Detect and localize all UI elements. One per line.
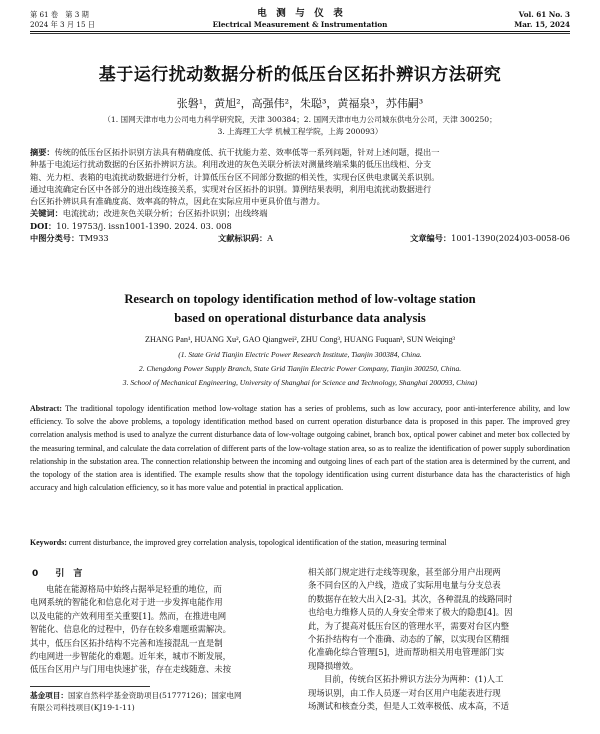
keywords-en-label: Keywords:	[30, 538, 67, 547]
body-line: 化准确化综合管理[5]，进而帮助相关用电管理部门实	[308, 647, 505, 658]
doc-code-label: 文献标识码：	[218, 233, 268, 243]
body-line: 低压台区用户与门用电快速扩张，存在走线随意、未按	[30, 664, 231, 675]
body-line: 现降损增效。	[308, 660, 359, 671]
body-line: 电能在能源格局中始终占据举足轻重的地位，而	[46, 584, 222, 594]
footnote-rule	[30, 686, 150, 687]
keywords-en	[30, 536, 570, 549]
body-line: 相关部门规定进行走线等现象，甚至部分用户出现两	[308, 567, 501, 577]
section-heading-intro	[32, 566, 82, 579]
body-line: 此，为了提高对低压台区的管理水平，需要对台区内整	[308, 620, 509, 631]
affiliation-cn-2: 3. 上海理工大学 机械工程学院，上海 200093）	[217, 127, 383, 136]
doc-code-value: A	[267, 233, 274, 243]
abstract-cn-label: 摘要：	[30, 147, 55, 157]
abstract-en-text: The traditional topology identification method low-voltage station has a series of problems, such as low accuracy, poor anti-interference ability, and low efficiency. To solve the above problems, a topology identification method based on current operation disturbance data is proposed in this paper. The improved grey correlation analysis method is used to analyze the current disturbance data of low-voltage outgoing cabinet, branch box, optical power cabinet and meter box collected by the measuring terminal, and calculate the data correlation of different parts of the low-voltage station area, so as to realize the identification of power supply subordination relationship in the substation area. The connection relationship between the incoming and outgoing lines of each part of the station area is determined by the current, and the topology of the station area is identified. The example results show that the topology identification using current disturbance data has the characteristics of high accuracy and high calculation efficiency, so it has more value and potential in practical application.	[30, 404, 570, 493]
paper-title-en-line-2: based on operational disturbance data analysis	[174, 311, 426, 325]
keywords-cn-label: 关键词：	[30, 208, 63, 219]
body-line: 目前，传统台区拓扑辨识方法分为两种：(1)人工	[324, 674, 504, 685]
header-date-cn: 2024 年 3 月 15 日	[30, 20, 95, 29]
doi	[30, 220, 570, 232]
body-line: 也给电力维修人员的人身安全带来了极大的隐患[4]。因	[308, 607, 513, 618]
body-line: 个拓扑结构有一个准确、动态的了解，以实现台区精细	[308, 634, 509, 645]
abstract-cn-line: 箱、光力柜、表箱的电流扰动数据进行分析，计算低压台区不同部分数据的相关性，实现台区供电隶属关系识别。	[30, 171, 440, 182]
doi-label: DOI：	[30, 220, 57, 231]
body-line: 场测试和核查分类，但是人工效率极低、成本高，不适	[308, 701, 509, 712]
body-line: 智能化、信息化的过程中，仍存在较多难题亟需解决。	[30, 624, 231, 635]
header-journal-en: Electrical Measurement & Instrumentation	[212, 20, 388, 29]
header-volume-en: Vol. 61 No. 3	[518, 10, 570, 19]
abstract-cn-line: 传统的低压台区拓扑识别方法具有精确度低、抗干扰能力差、效率低等一系列问题，针对上述问题，提出一	[54, 147, 440, 157]
body-line: 以及电能的产效利用至关重要[1]。然而，在推进电网	[30, 610, 227, 621]
body-line: 条不同台区的入户线，造成了实际用电量与分支总表	[308, 580, 501, 591]
abstract-cn	[30, 146, 570, 232]
authors-en: ZHANG Pan¹, HUANG Xu², GAO Qiangwei², ZHU Cong³, HUANG Fuquan³, SUN Weiqing³	[144, 335, 455, 344]
affiliation-en-1: (1. State Grid Tianjin Electric Power Research Institute, Tianjin 300384, China.	[178, 350, 422, 359]
header-volume-cn: 第 61 卷 第 3 期	[30, 10, 89, 19]
footnote-line: 有限公司科技项目(KJ19-1-11)	[30, 702, 135, 712]
affiliation-en-2: 2. Chengdong Power Supply Branch, State Grid Tianjin Electric Power Company, Tianjin 300250, China.	[138, 364, 462, 373]
footnote-label: 基金项目：	[30, 691, 68, 700]
paper-title-en	[30, 290, 570, 328]
body-line: 的数据存在较大出入[2-3]。其次，各种混乱的线路同时	[308, 593, 513, 604]
header-rule-bottom	[30, 33, 570, 34]
article-number-value: 1001-1390(2024)03-0058-06	[451, 233, 570, 243]
header-rule-top	[30, 31, 570, 32]
right-column-body	[308, 566, 570, 713]
body-line: 约电网进一步智能化的难题。近年来，城市不断发展，	[30, 651, 231, 662]
paper-title-cn: 基于运行扰动数据分析的低压台区拓扑辨识方法研究	[98, 65, 502, 85]
clc-value: TM933	[79, 233, 109, 243]
abstract-cn-line: 台区拓扑辨识具有准确度高、效率高的特点，因此在实际应用中更具价值与潜力。	[30, 196, 325, 207]
clc-label: 中图分类号：	[30, 233, 80, 243]
header-date-en: Mar. 15, 2024	[514, 20, 570, 29]
keywords-cn-text: 电流扰动；改进灰色关联分析；台区拓扑识别；出线终端	[62, 208, 268, 219]
footnote-line: 国家自然科学基金资助项目(51777126)；国家电网	[67, 691, 242, 700]
body-line: 电网系统的智能化和信息化对于进一步发挥电能作用	[30, 597, 223, 608]
affiliation-en-3: 3. School of Mechanical Engineering, University of Shanghai for Science and Technology, Shanghai 200093, China)	[122, 378, 478, 387]
section-title: 引 言	[55, 569, 83, 579]
doi-value: 10. 19753/j. issn1001-1390. 2024. 03. 008	[56, 220, 232, 231]
abstract-cn-line: 通过电流确定台区中各部分的进出线连接关系，实现对台区拓扑的识别。算例结果表明，利用电流扰动数据进行	[30, 183, 432, 194]
paper-title-en-line-1: Research on topology identification method of low-voltage station	[124, 292, 476, 306]
abstract-en-label: Abstract:	[30, 404, 62, 413]
authors-cn: 张磐¹，黄旭²，高强伟²，朱聪³，黄福泉³，苏伟嗣³	[176, 97, 424, 110]
affiliation-cn-1: （1. 国网天津市电力公司电力科学研究院，天津 300384；2. 国网天津市电力公司城东供电分公司，天津 300250；	[103, 115, 497, 124]
keywords-en-text: current disturbance, the improved grey correlation analysis, topological identification of the station, measuring terminal	[68, 538, 447, 547]
left-column-body	[30, 583, 292, 677]
keywords-cn	[30, 207, 570, 219]
article-number-label: 文章编号：	[410, 233, 452, 243]
abstract-en	[30, 402, 570, 494]
abstract-cn-line: 种基于电流运行扰动数据的台区拓扑辨识方法。利用改进的灰色关联分析法对测量终端采集的低压出线柜、分支	[30, 159, 432, 170]
body-line: 其中，低压台区拓扑结构不完善和连接混乱一直是制	[30, 637, 223, 648]
section-number: 0	[32, 569, 39, 579]
header-journal-cn: 电 测 与 仪 表	[257, 8, 343, 19]
body-line: 现场识别，由工作人员逐一对台区用户电能表进行现	[308, 687, 501, 698]
footnote	[30, 690, 292, 713]
